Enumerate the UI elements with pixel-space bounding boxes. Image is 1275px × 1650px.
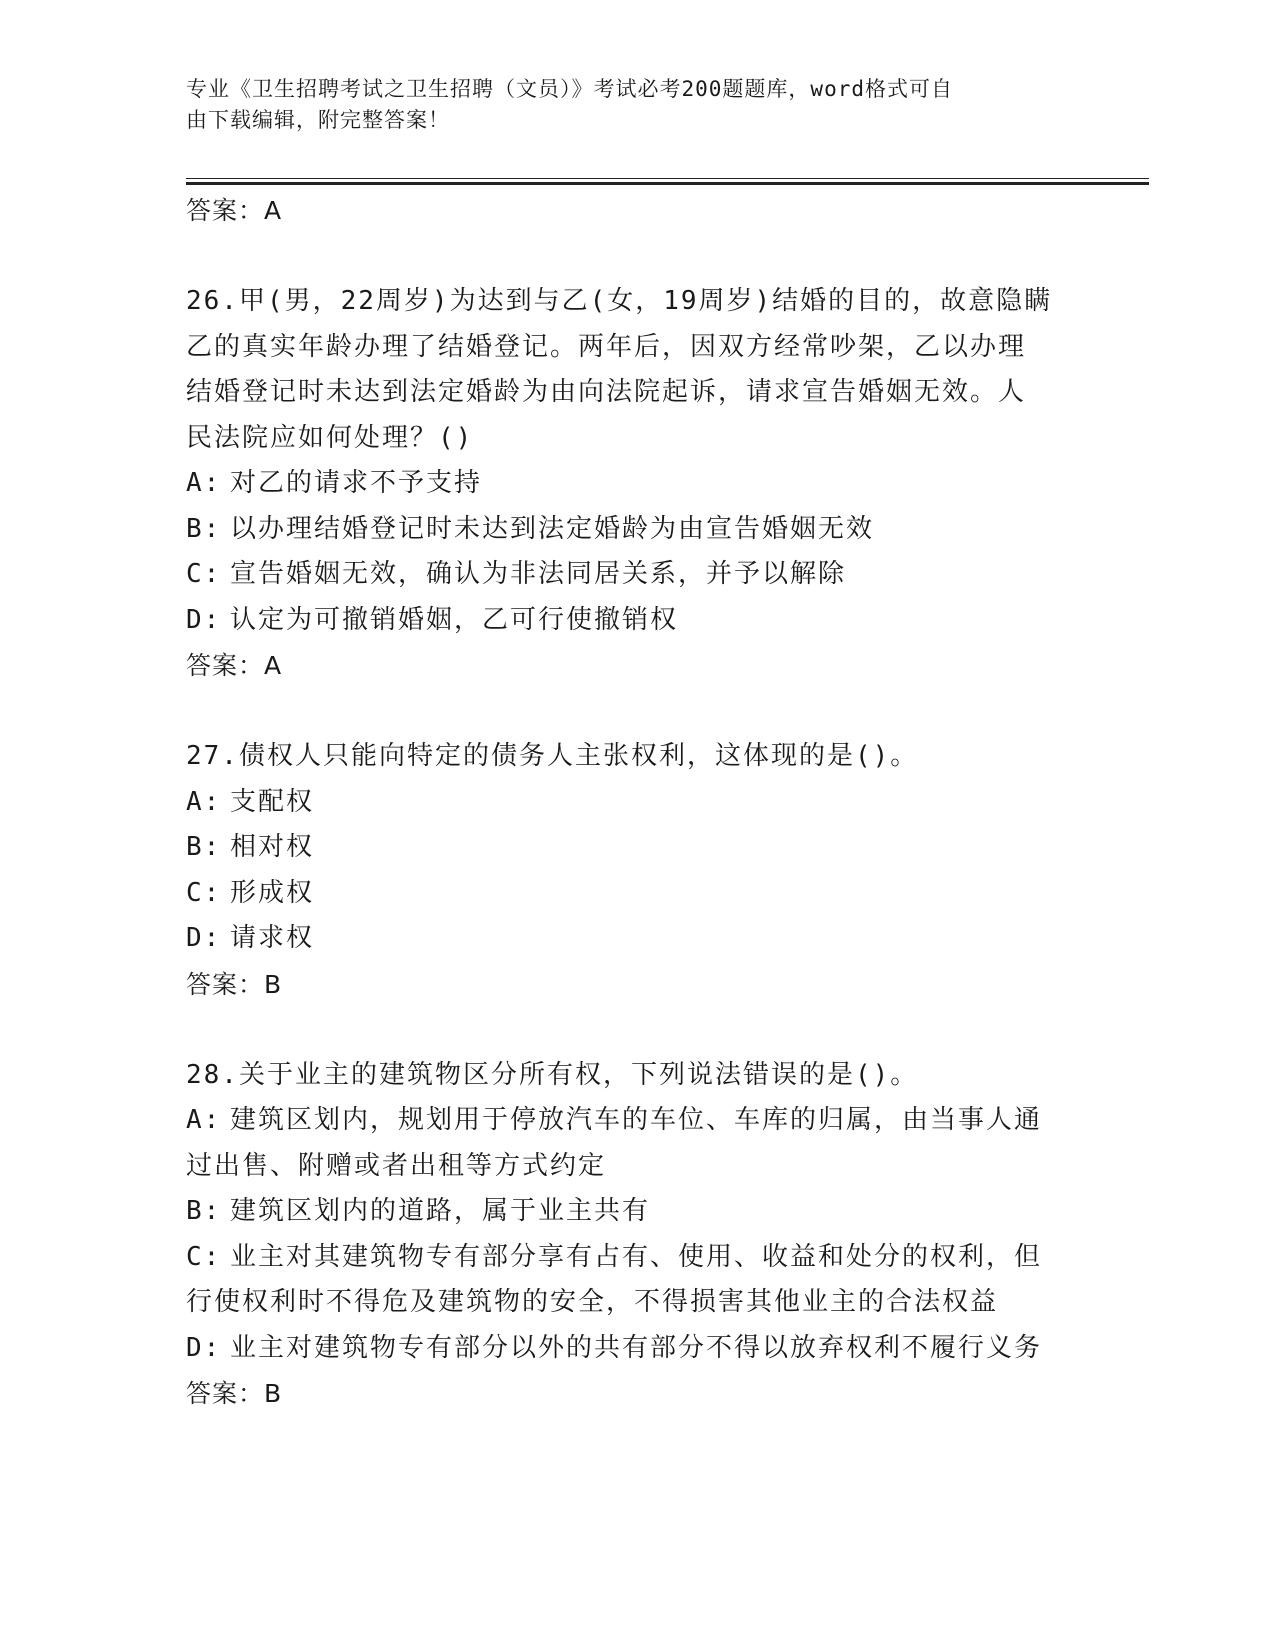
option-letter: A:: [186, 468, 222, 498]
question-stem-line: 28.关于业主的建筑物区分所有权，下列说法错误的是()。: [186, 1059, 919, 1090]
question-spacer: [186, 689, 1086, 735]
question-stem-line: 27.债权人只能向特定的债务人主张权利，这体现的是()。: [186, 741, 919, 771]
header-line-2: 由下载编辑，附完整答案！: [186, 108, 450, 132]
option-text: 建筑区划内的道路，属于业主共有: [230, 1196, 651, 1226]
answer-line: 答案：A: [186, 651, 283, 680]
header-line-1: 专业《卫生招聘考试之卫生招聘（文员）》考试必考200题题库，word格式可自: [186, 77, 953, 101]
option-text: 形成权: [230, 877, 315, 908]
document-header: [186, 74, 1066, 136]
question-stem-line: 26.甲(男，22周岁)为达到与乙(女，19周岁)结婚的目的，故意隐瞒: [186, 286, 1053, 316]
option-letter: D:: [186, 923, 222, 953]
option-letter: C:: [186, 1241, 222, 1272]
question-list: [186, 188, 1086, 1417]
option-letter: A:: [186, 1105, 222, 1135]
option-text: 行使权利时不得危及建筑物的安全，不得损害其他业主的合法权益: [186, 1287, 999, 1317]
option-letter: B:: [186, 1196, 222, 1226]
option-letter: B:: [186, 513, 222, 544]
option-text: 认定为可撤销婚姻，乙可行使撤销权: [230, 604, 679, 635]
question-spacer: [186, 234, 1086, 280]
option-letter: D:: [186, 604, 222, 635]
option-letter: A:: [186, 786, 222, 817]
answer-line: 答案：B: [186, 1379, 283, 1408]
question-block: [186, 1053, 1086, 1417]
option-line: [186, 1280, 1086, 1326]
question-stem-line: 乙的真实年龄办理了结婚登记。两年后，因双方经常吵架，乙以办理: [186, 331, 1027, 362]
option-text: 支配权: [230, 786, 315, 817]
option-letter: C:: [186, 559, 222, 589]
option-text: 业主对其建筑物专有部分享有占有、使用、收益和处分的权利，但: [230, 1241, 1043, 1272]
option-text: 请求权: [230, 923, 315, 953]
option-line: [186, 1235, 1086, 1281]
option-line: [186, 1326, 1086, 1372]
option-letter: D:: [186, 1332, 222, 1363]
question-stem-line: 结婚登记时未达到法定婚龄为由向法院起诉，请求宣告婚姻无效。人: [186, 377, 1027, 407]
option-line: [186, 916, 1086, 962]
option-letter: B:: [186, 832, 222, 862]
question-stem-line: 民法院应如何处理？(): [186, 422, 474, 453]
option-line: [186, 780, 1086, 826]
option-line: [186, 1189, 1086, 1235]
option-line: [186, 1098, 1086, 1144]
previous-answer: 答案：A: [186, 196, 283, 225]
option-line: [186, 461, 1086, 507]
header-rule-thin: [186, 178, 1149, 179]
option-line: [186, 871, 1086, 917]
option-line: [186, 552, 1086, 598]
option-text: 相对权: [230, 832, 315, 862]
option-text: 以办理结婚登记时未达到法定婚龄为由宣告婚姻无效: [230, 513, 875, 544]
option-line: [186, 598, 1086, 644]
option-line: [186, 1144, 1086, 1190]
option-line: [186, 825, 1086, 871]
option-line: [186, 507, 1086, 553]
header-rule-thick: [186, 182, 1149, 185]
option-text: 建筑区划内，规划用于停放汽车的车位、车库的归属，由当事人通: [230, 1105, 1043, 1135]
question-block: [186, 734, 1086, 1007]
question-spacer: [186, 1007, 1086, 1053]
question-block: [186, 279, 1086, 689]
option-text: 业主对建筑物专有部分以外的共有部分不得以放弃权利不履行义务: [230, 1332, 1043, 1363]
option-text: 对乙的请求不予支持: [230, 468, 483, 498]
option-text: 过出售、附赠或者出租等方式约定: [186, 1150, 607, 1181]
option-text: 宣告婚姻无效，确认为非法同居关系，并予以解除: [230, 559, 847, 589]
option-letter: C:: [186, 877, 222, 908]
answer-line: 答案：B: [186, 969, 283, 999]
